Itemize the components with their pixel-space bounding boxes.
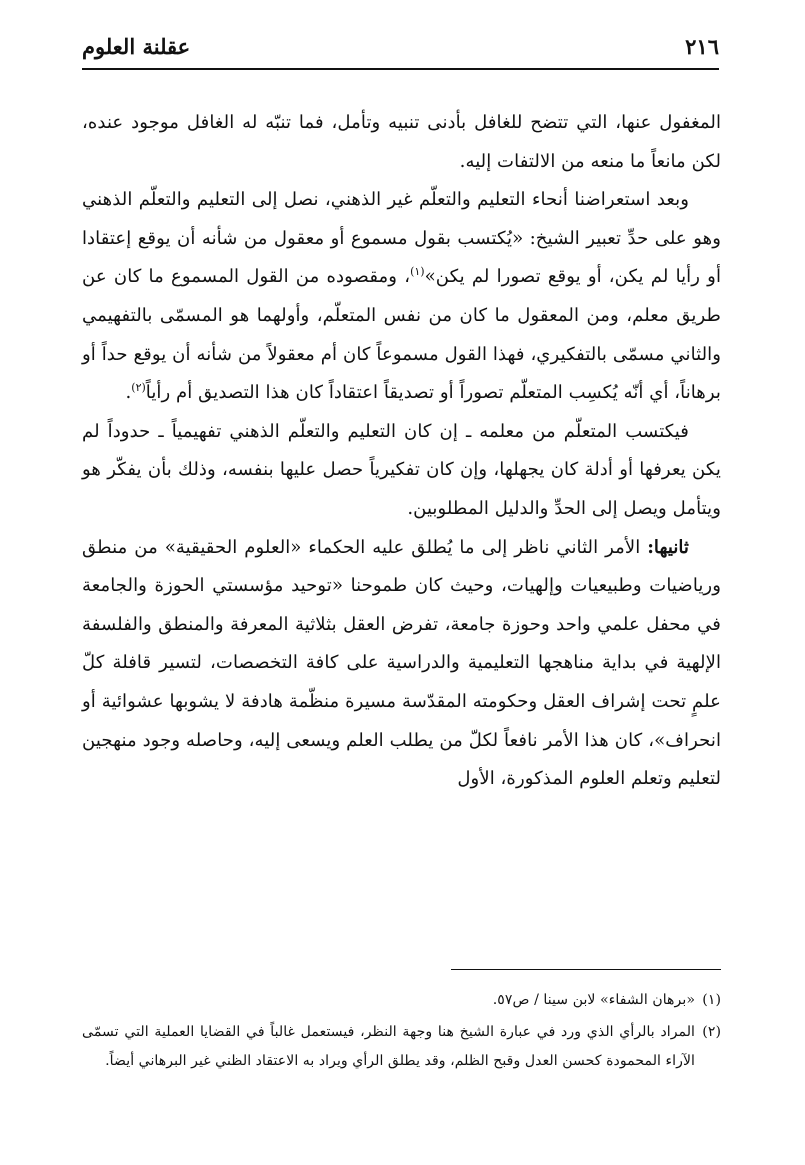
footnote-ref-2: (٢) bbox=[131, 381, 146, 395]
page-number: ٢١٦ bbox=[685, 33, 719, 59]
footnote-2 bbox=[82, 1018, 721, 1077]
running-title: عقلنة العلوم bbox=[82, 33, 191, 59]
paragraph-2-before: وبعد استعراضنا أنحاء التعليم والتعلّم غير الذهني، نصل إلى التعليم والتعلّم الذهني وهو على حدِّ تعبير الشيخ: «يُكتسب بقول مسموع أو معقول من شأنه أن يوقع إعتقادا أو رأيا لم يكن، أو يوقع تصورا لم يكن» bbox=[82, 189, 721, 288]
footnote-2-number: (٢) bbox=[702, 1023, 721, 1040]
paragraph-2 bbox=[82, 181, 721, 413]
footnote-2-text: المراد بالرأي الذي ورد في عبارة الشيخ هنا وجهة النظر، فيستعمل غالباً في القضايا العملية التي تسمّى الآراء المحمودة كحسن العدل وقبح الظلم، وقد يطلق الرأي ويراد به الاعتقاد الظني غير البرهاني أيضاً. bbox=[82, 1023, 695, 1069]
paragraph-4-label: ثانيها: bbox=[647, 536, 689, 558]
footnotes bbox=[82, 986, 721, 1079]
paragraph-3 bbox=[82, 413, 721, 529]
paragraph-4 bbox=[82, 529, 721, 799]
footnote-1-number: (١) bbox=[702, 992, 721, 1008]
main-text bbox=[82, 104, 721, 799]
paragraph-1 bbox=[82, 104, 721, 181]
paragraph-3-text: فيكتسب المتعلّم من معلمه ـ إن كان التعليم والتعلّم الذهني تفهيمياً ـ حدوداً لم يكن يعرفها أو أدلة كان يجهلها، وإن كان تفكيرياً حصل عليها بنفسه، وذلك بأن يفكّر هو ويتأمل ويصل إلى الحدِّ والدليل المطلوبين. bbox=[82, 420, 721, 519]
paragraph-2-after: . bbox=[125, 382, 132, 404]
paragraph-1-text: المغفول عنها، التي تتضح للغافل بأدنى تنبيه وتأمل، فما تنبّه له الغافل موجود عنده، لكن مانعاً ما منعه من الالتفات إليه. bbox=[82, 112, 721, 172]
footnote-ref-1: (١) bbox=[410, 265, 425, 279]
footnote-1-text: «برهان الشفاء» لابن سينا / ص٥٧. bbox=[492, 992, 695, 1008]
footnote-1 bbox=[82, 986, 721, 1016]
paragraph-2-middle: ، ومقصوده من القول المسموع ما كان عن طريق معلم، ومن المعقول ما كان من نفس المتعلّم، وأولهما هو المسمّى بالتفهيمي والثاني مسمّى بالتفكيري، فهذا القول مسموعاً كان أم معقولاً من شأنه أن يوقع حداً أو برهاناً، أي أنّه يُكسِب المتعلّم تصوراً أو تصديقاً اعتقاداً كان هذا التصديق أم رأياً bbox=[82, 266, 721, 404]
page-header bbox=[82, 26, 719, 70]
footnote-separator bbox=[451, 969, 721, 970]
paragraph-4-text: الأمر الثاني ناظر إلى ما يُطلق عليه الحكماء «العلوم الحقيقية» من منطق ورياضيات وطبيعيات وإلهيات، وحيث كان طموحنا «توحيد مؤسستي الحوزة والجامعة في محفل علمي واحد وحوزة جامعة، تفرض العقل بثلاثية المعرفة والمنطق والفلسفة الإلهية في بداية مناهجها التعليمية والدراسية على كافة التخصصات، لتسير قافلة كلّ علمٍ تحت إشراف العقل وحكومته المقدّسة مسيرة منظّمة هادفة لا يشوبها عشوائية أو انحراف»، كان هذا الأمر نافعاً لكلّ من يطلب العلم ويسعى إليه، وحاصله وجود منهجين لتعليم وتعلم العلوم المذكورة، الأول bbox=[82, 536, 721, 790]
